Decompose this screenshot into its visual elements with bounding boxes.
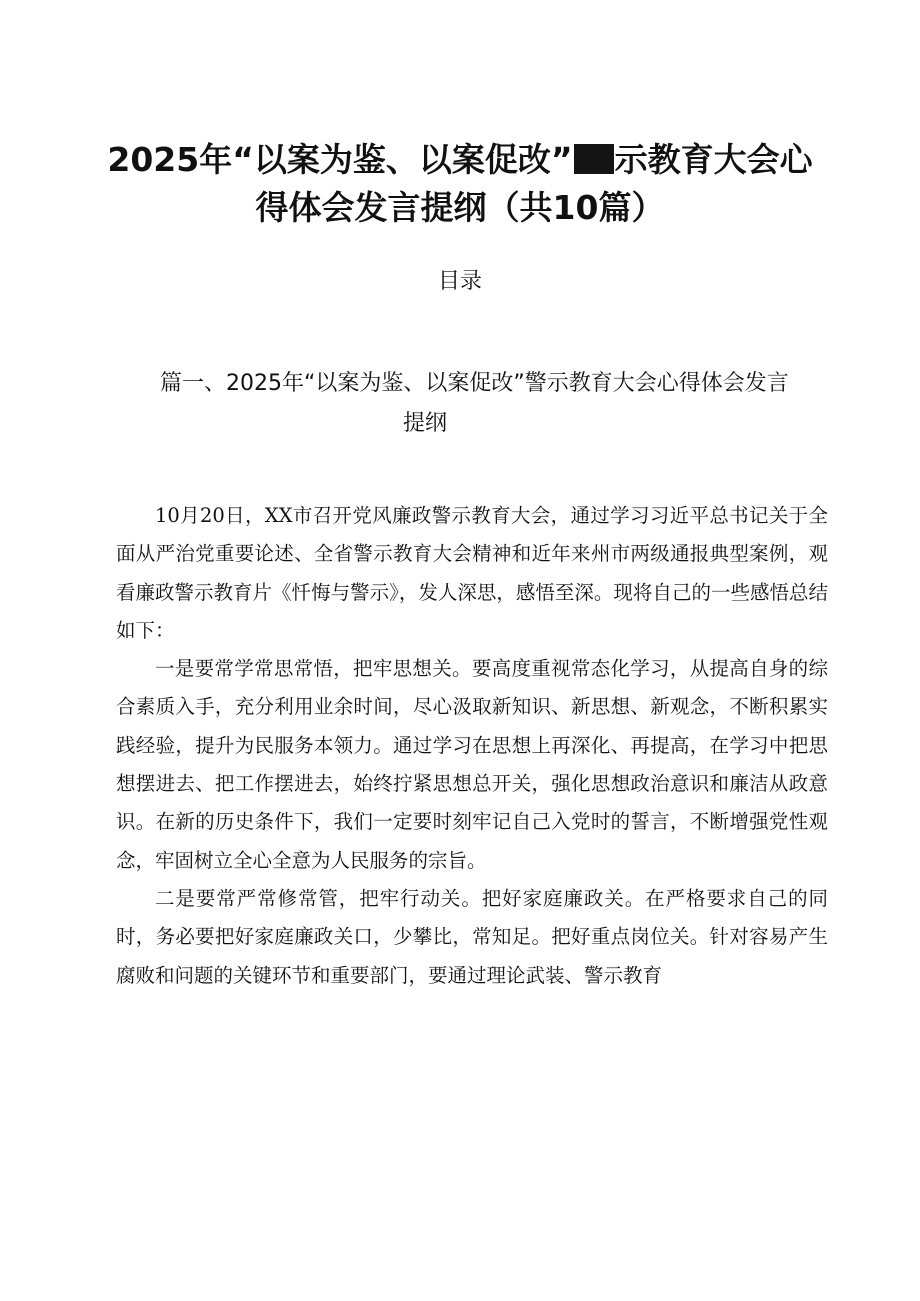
title-line-1-end: 示教育大会心 (614, 140, 813, 179)
title-line-2: 得体会发言提纲（共10篇） (255, 188, 665, 227)
title-line-1-start: 2025年“以案为鉴、以案促改” (107, 140, 573, 179)
title-line-1 (100, 136, 820, 184)
toc-entry-line-2: 提纲 (403, 411, 448, 436)
body-paragraph: 10月20日，XX市召开党风廉政警示教育大会，通过学习习近平总书记关于全面从严治党重要论述、全省警示教育大会精神和近年来州市两级通报典型案例，观看廉政警示教育片《忏悔与警示》，发人深思，感悟至深。现将自己的一些感悟总结如下： (116, 504, 828, 642)
toc-entry-line-1: 篇一、2025年“以案为鉴、以案促改”警示教育大会心得体会发言 (160, 371, 789, 396)
redaction-block (574, 144, 614, 174)
toc-entry (160, 364, 850, 444)
body-paragraph: 二是要常严常修常管，把牢行动关。把好家庭廉政关。在严格要求自己的同时，务必要把好家庭廉政关口，少攀比，常知足。把好重点岗位关。针对容易产生腐败和问题的关键环节和重要部门，要通过理论武装、警示教育 (116, 886, 828, 987)
toc-heading: 目录 (437, 269, 482, 294)
document-title (100, 136, 820, 232)
body-text (116, 497, 828, 995)
body-paragraph: 一是要常学常思常悟，把牢思想关。要高度重视常态化学习，从提高自身的综合素质入手，充分利用业余时间，尽心汲取新知识、新思想、新观念，不断积累实践经验，提升为民服务本领力。通过学习在思想上再深化、再提高，在学习中把思想摆进去、把工作摆进去，始终拧紧思想总开关，强化思想政治意识和廉洁从政意识。在新的历史条件下，我们一定要时刻牢记自己入党时的誓言，不断增强党性观念，牢固树立全心全意为人民服务的宗旨。 (116, 657, 828, 872)
